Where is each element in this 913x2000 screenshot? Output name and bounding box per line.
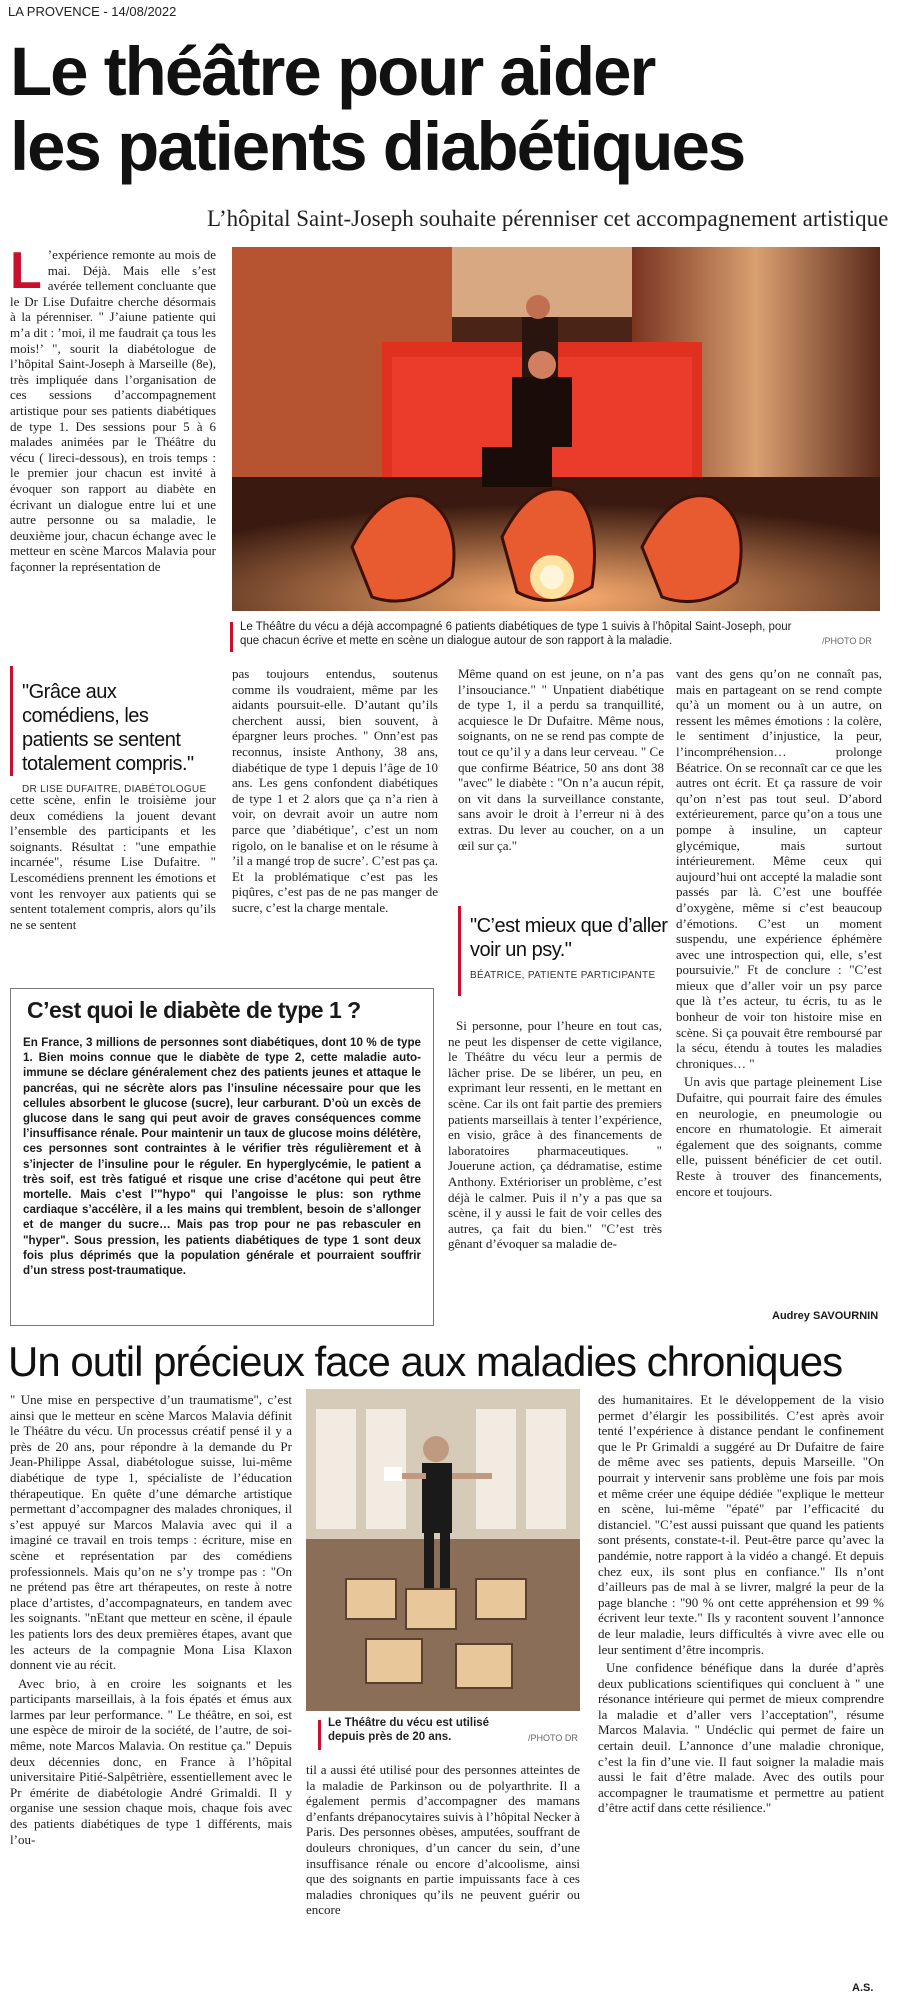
photo-credit: /PHOTO DR (822, 636, 872, 646)
article-text: des humanitaires. Et le développement de la visio permet d’élargir les possibilités. C’est après avoir tenté l’expérience à distance pendant le confinement que le Pr Grimaldi a suggéré au Dr Dufaitre de faire de même avec ses patients, depuis Marseille. "On pourrait y intervenir sans problème une fois par mois et même créer une équipe dédiée "explique le metteur en scène, lui-même "épaté" par l’efficacité du distanciel. "C’est aussi puissant que quand les patients sont présents, constate-t-il. Peut-être parce qu’avec la pandémie, notre rapport à la vidéo a changé. Et depuis chez eux, ils sont plus en confiance." Ils n’ont d’ailleurs pas de mal à se livrer, malgré la peur de la page blanche : "90 % ont cette appréhension et 99 % écrivent leur texte." Ils y racontent souvent l’annonce de leur maladie, leurs difficultés à vivre avec elle ou leur sentiment d’être incompris. (598, 1392, 884, 1657)
quote-text: "C’est mieux que d’aller voir un psy." (470, 915, 668, 961)
masthead: LA PROVENCE - 14/08/2022 (8, 4, 177, 19)
pull-quote-dufaitre (22, 680, 208, 795)
section2-column-2 (306, 1762, 580, 1992)
headline-line-1: Le théâtre pour aider (10, 33, 655, 110)
photo-caption: Le Théâtre du vécu est utilisé depuis près de 20 ans. (328, 1717, 490, 1743)
article-text: Avec brio, à en croire les soignants et les participants marseillais, à la fois épatés et émus aux larmes par leur performance. " Le théâtre, en soi, est une espèce de miroir de la société, de l’autre, de soi-même, note Marcos Malavia. On restitue ça." Depuis deux décennies donc, en France à l’hôpital universitaire Pitié-Salpêtrière, essentiellement avec le Pr émérite de diabétologie André Grimaldi. Il y organise une session chaque mois, chaque fois avec des patients diabétiques de type 1 différents, mais l’ou- (10, 1675, 292, 1847)
caption-bar (318, 1720, 321, 1750)
headline (10, 34, 890, 184)
quote-text: "Grâce aux comédiens, les patients se sentent totalement compris." (22, 681, 194, 775)
article-column-1-top (10, 247, 216, 677)
article-text: pas toujours entendus, soutenus comme ils voudraient, même par les aidants poursuit-elle. D’autant qu’ils cherchent aussi, bien souvent, à épargner leurs proches. " Onn’est pas reconnus, insiste Anthony, 38 ans, diabétique de type 1 depuis l’âge de 10 ans. Les gens confondent diabétiques de type 1 et 2 alors que ça n’a rien à voir, on devrait avoir un autre nom parce que ’diabétique’, c’est un nom rigolo, on le banalise et on le résume à ’il a mangé trop de sucre’. C’est pas ça. Et la problématique c’est pas les piqûres, c’est pas de ne pas manger de sucre, c’est la charge mentale. (232, 666, 438, 915)
author-signature: Audrey SAVOURNIN (772, 1310, 879, 1322)
quote-author: BÉATRICE, PATIENTE PARTICIPANTE (470, 970, 656, 981)
stage-photo-illustration (232, 247, 880, 611)
article-column-4 (676, 666, 882, 1316)
subheadline: L’hôpital Saint-Joseph souhaite pérenniser cet accompagnement artistique (207, 206, 889, 231)
section2-column-3 (598, 1392, 884, 1982)
article-column-3-bottom (448, 1018, 662, 1320)
section2-signature: A.S. (852, 1982, 874, 1994)
photo-caption: Le Théâtre du vécu a déjà accompagné 6 patients diabétiques de type 1 suivis à l’hôpital Saint-Joseph, pour que chacun écrive et mette en scène un dialogue autour de son rapport à la maladie. (240, 621, 792, 647)
info-box-text: En France, 3 millions de personnes sont diabétiques, dont 10 % de type 1. Bien moins connue que le diabète de type 2, cette maladie auto-immune se déclare généralement chez des patients jeunes et attaque le pancréas, qui ne sécrète alors pas l’insuline nécessaire pour que les cellules absorbent le glucose (sucre), leur carburant. D’où un excès de glucose dans le sang qui peut avoir de graves conséquences comme l’insuffisance rénale. Pour maintenir un taux de glucose moins délétère, ces personnes sont contraintes à le vérifier très régulièrement et à s’injecter de l’insuline pour le réguler. En hyperglycémie, le patient a très soif, est très fatigué et risque une crise d’acétone qui peut être mortelle. Mais c’est l’"hypo" qui l’angoisse le plus: son rythme cardiaque s’accélère, il a les mains qui tremblent, besoin de s’allonger et de manger du sucre… Mais pas trop pour ne pas rebasculer en "hyper". Sous pression, les patients diabétiques de type 1 sont deux fois plus déprimés que la population générale et pourraient souffrir d’un stress post-traumatique. (23, 1036, 421, 1278)
article-text: til a aussi été utilisé pour des personnes atteintes de la maladie de Parkinson ou de polyarthrite. Il a également permis d’accompagner des mamans d’enfants drépanocytaires suivis à l’hôpital Necker à Paris. Des personnes obèses, amputées, souffrant de douleurs chroniques, d’un cancer du sein, d’une insuffisance rénale ou encore d’alcoolisme, ainsi que des soignants en partie impuissants face à ces maladies chroniques qu’ils ne peuvent guérir ou encore (306, 1762, 580, 1918)
article-text: vant des gens qu’on ne connaît pas, mais en partageant on se rend compte qu’à un moment ou à un autre, on ressent les mêmes émotions : la colère, le sentiment d’injustice, la peur, l’incompréhension… prolonge Béatrice. On se reconnaît car ce que les autres ont écrit. Et ça rassure de voir qu’on n’est pas tout seul. D’abord extérieurement, parce qu’on a tous une pompe à insuline, un capteur glycémique, mais surtout intérieurement. Même ceux qui aujourd’hui ont accepté la maladie sont passés par là. C’est une bouffée d’oxygène, même si c’est beaucoup d’émotions. C’est un moment suspendu, une expérience éphémère avec une introspection qui, elle, s’est poursuivie." Ft de conclure : "C’est mieux que d’aller voir un psy parce que là t’es acteur, tu écris, tu as le bonheur de voir ton histoire mise en scène. Si ça pouvait être remboursé par la sécu, étendu à toutes les maladies chroniques… " (676, 666, 882, 1071)
article-column-2 (232, 666, 438, 982)
photo-credit: /PHOTO DR (528, 1733, 578, 1743)
article-column-1-bottom (10, 792, 216, 952)
headline-line-2: les patients diabétiques (10, 108, 745, 185)
article-text: Une confidence bénéfique dans la durée d’après deux publications scientifiques qui concluent à " une résonance intérieure qui permet de mieux comprendre la maladie et d’aller vers l’acceptation", résume Marcos Malavia. " Undéclic qui permet de faire un certain deuil. L’annonce d’une maladie chronique, c’est la fin d’une vie. Il faut soigner la maladie mais aussi le fait d’être malade. Avec des outils pour accompagner le traumatisme et permettre au patient d’être actif dans cette résilience." (598, 1660, 884, 1816)
article-text: ’expérience remonte au mois de mai. Déjà. Mais elle s’est avérée tellement concluante que le Dr Lise Dufaitre cherche désormais à la pérenniser. " J’aiune patiente qui m’a dit : ’moi, il me faudrait ça tous les mois!’ ", sourit la diabétologue de l’hôpital Saint-Joseph à Marseille (8e), très impliquée dans l’organisation de ces sessions d’accompagnement artistique pour ses patients diabétiques de type 1. Des sessions pour 5 à 6 malades animées par le Théâtre du vécu ( lireci-dessous), en trois temps : le premier jour chacun est invité à évoquer son rapport au diabète en écrivant un dialogue entre lui et une autre personne ou sa maladie, le deuxième jour, chacun échange avec le metteur en scène Marcos Malavia pour façonner la représentation de (10, 247, 216, 574)
caption-bar (230, 622, 233, 652)
quote-bar (458, 906, 461, 996)
dropcap: L (10, 247, 42, 300)
article-text: " Une mise en perspective d’un traumatisme", c’est ainsi que le metteur en scène Marcos Malavia définit le Théâtre du vécu. Un processus créatif pensé il y a près de 20 ans, pour répondre à la demande du Pr Jean-Philippe Assal, diabétologue suisse, lui-même diabétique de type 1, spécialiste de l’éducation thérapeutique. En quête d’une démarche artistique permettant d’accompagner des malades chroniques, il s’est appuyé sur Marcos Malavia avec qui il a imaginé ce travail en trois temps : écriture, mise en scène et représentation par des comédiens professionnels. Mais qu’on ne s’y trompe pas : "On ne prétend pas être art thérapeutes, on reste à notre place d’artistes, d’accompagnateurs, en tandem avec les soignants. "nEtant que metteur en scène, il épaule les patients lors des deux premières étapes, avant que les acteurs de la compagnie Mona Lisa Klaxon donnent vie au récit. (10, 1392, 292, 1673)
section-title: Un outil précieux face aux maladies chroniques (8, 1338, 843, 1385)
article-column-3-top (458, 666, 664, 886)
director-photo (306, 1389, 580, 1711)
article-text: cette scène, enfin le troisième jour deux comédiens la jouent devant l’ensemble des participants et les soignants. Résultat : "une empathie incarnée", résume Lise Dufaitre. " Lescomédiens prennent les émotions et vont les renvoyer aux patients qui se sentent totalement compris, alors qu’ils ne se sentent (10, 792, 216, 932)
article-text: Même quand on est jeune, on n’a pas l’insouciance." " Unpatient diabétique de type 1, il a perdu sa tranquillité, acquiesce le Dr Dufaitre. Même nous, soignants, on ne se rend pas compte de tout ce qu’il y a dans leur cerveau. " Ce que confirme Béatrice, 50 ans dont 38 "avec" le diabète : "On n’a aucun répit, on vit dans la surveillance constante, sans avoir le droit à l’erreur ni à des extras. Du lever au coucher, on a un œil sur ça." (458, 666, 664, 853)
article-text: Si personne, pour l’heure en tout cas, ne peut les dispenser de cette vigilance, le Théâtre du vécu leur a permis de lâcher prise. De se libérer, un peu, en exprimant leur ressenti, en le mettant en scène. Car ils ont fait partie des premiers patients marseillais à tenter l’expérience, en visio, grâce à des financements de laboratoires pharmaceutiques. " Jouerune action, ça dédramatise, estime Anthony. Extérioriser un problème, c’est déjà le calmer. Puis il n’y a pas que sa scène, il y aussi le fait de voir celles des autres, ça fait du bien." "C’est très gênant d’évoquer sa maladie de- (448, 1018, 662, 1252)
quote-bar (10, 666, 13, 776)
theatre-stage-photo (232, 247, 880, 611)
diabetes-info-box (10, 988, 434, 1326)
director-photo-illustration (306, 1389, 580, 1711)
quote-author: DR LISE DUFAITRE, DIABÉTOLOGUE (22, 784, 207, 795)
section2-column-1 (10, 1392, 292, 1992)
info-box-title: C’est quoi le diabète de type 1 ? (27, 997, 361, 1023)
article-text: Un avis que partage pleinement Lise Dufaitre, qui pourrait faire des émules en neurologie, en pneumologie ou encore en rhumatologie. Et aimerait également que des soignants, comme elle, puissent bénéficier de cet outil. Reste à trouver des financements, encore et toujours. (676, 1074, 882, 1199)
pull-quote-beatrice (470, 914, 670, 981)
